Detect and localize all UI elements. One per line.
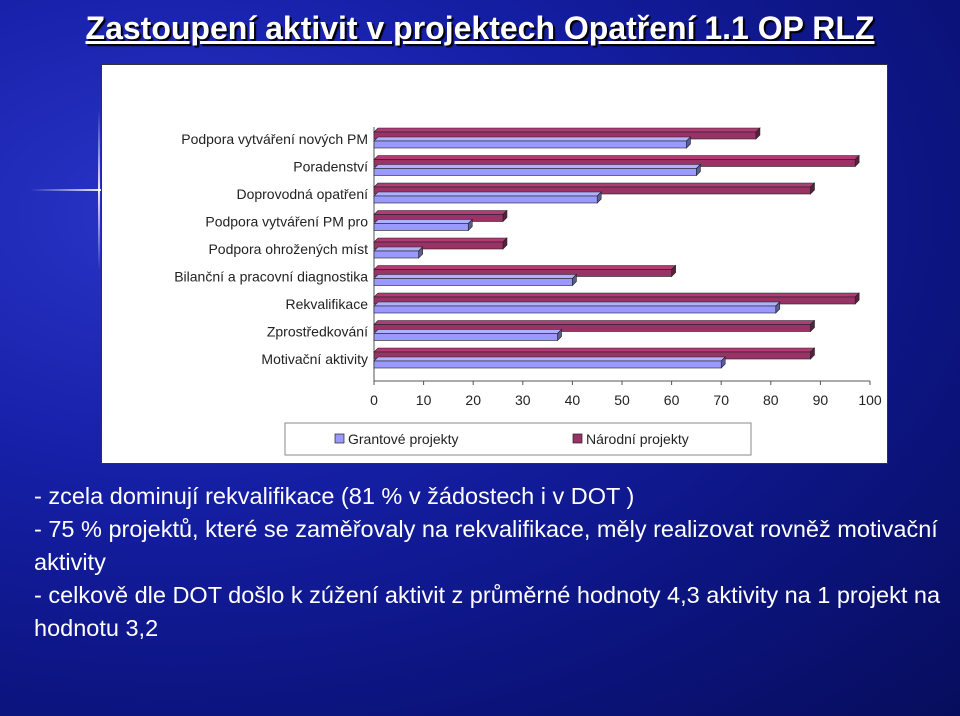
- category-label: Podpora ohrožených míst: [208, 241, 368, 257]
- x-tick-label: 90: [812, 392, 829, 408]
- bar-grantove-top: [374, 302, 780, 306]
- legend-swatch-narodni: [573, 434, 582, 443]
- category-label: Motivační aktivity: [261, 351, 368, 367]
- bar-grantove-top: [374, 192, 601, 196]
- x-tick-label: 10: [415, 392, 432, 408]
- bar-narodni-top: [374, 128, 760, 132]
- bullet-item: - zcela dominují rekvalifikace (81 % v žádostech i v DOT ): [34, 483, 635, 509]
- chart-svg: [102, 65, 887, 463]
- slide-title: Zastoupení aktivit v projektech Opatření 1.1 OP RLZ: [85, 10, 875, 46]
- bar-grantove: [374, 279, 572, 286]
- bar-narodni-top: [374, 321, 814, 325]
- x-tick-label: 80: [763, 392, 779, 408]
- bar-narodni-top: [374, 348, 814, 352]
- category-label: Zprostředkování: [266, 323, 368, 340]
- bar-grantove-top: [374, 220, 472, 224]
- x-tick-label: 50: [614, 392, 630, 408]
- bar-grantove: [374, 224, 468, 231]
- bar-grantove-top: [374, 275, 576, 279]
- category-label: Rekvalifikace: [285, 296, 368, 312]
- x-tick-label: 100: [858, 392, 882, 408]
- x-tick-label: 70: [713, 392, 729, 408]
- sparkle-decoration-vertical: [98, 110, 100, 270]
- x-tick-label: 30: [515, 392, 531, 408]
- category-label: Poradenství: [293, 158, 368, 175]
- category-label: Podpora vytváření nových PM: [181, 131, 368, 147]
- x-tick-label: 40: [564, 392, 581, 408]
- category-label: Doprovodná opatření: [236, 186, 368, 202]
- legend-label-grantove: Grantové projekty: [348, 431, 459, 447]
- legend-label-narodni: Národní projekty: [586, 431, 689, 447]
- bar-grantove: [374, 251, 419, 258]
- bar-grantove-top: [374, 330, 562, 334]
- legend-swatch-grantove: [335, 434, 344, 443]
- bar-narodni-top: [374, 293, 859, 297]
- bar-grantove: [374, 141, 686, 148]
- x-tick-label: 0: [370, 392, 378, 408]
- bullet-item: - 75 % projektů, které se zaměřovaly na rekvalifikace, měly realizovat rovněž motivační aktivity: [34, 516, 938, 575]
- bar-narodni-top: [374, 238, 507, 242]
- bar-grantove-top: [374, 357, 725, 361]
- bar-narodni-top: [374, 156, 859, 160]
- bar-narodni-top: [374, 266, 676, 270]
- bar-grantove: [374, 361, 721, 368]
- bar-grantove-top: [374, 247, 423, 251]
- bar-grantove: [374, 334, 558, 341]
- x-tick-label: 60: [663, 392, 680, 408]
- bar-grantove: [374, 306, 776, 313]
- bar-narodni-top: [374, 211, 507, 215]
- bar-grantove-top: [374, 137, 690, 141]
- category-label: Bilanční a pracovní diagnostika: [174, 268, 368, 285]
- bar-chart: [101, 64, 888, 464]
- bar-grantove: [374, 169, 696, 176]
- bar-grantove-top: [374, 165, 700, 169]
- bullet-list: [34, 480, 944, 645]
- x-tick-label: 20: [465, 392, 481, 408]
- bar-narodni-top: [374, 183, 814, 187]
- category-label: Podpora vytváření PM pro: [205, 213, 368, 230]
- bar-grantove: [374, 196, 597, 203]
- bullet-item: - celkově dle DOT došlo k zúžení aktivit z průměrné hodnoty 4,3 aktivity na 1 projekt na hodnotu 3,2: [34, 582, 941, 641]
